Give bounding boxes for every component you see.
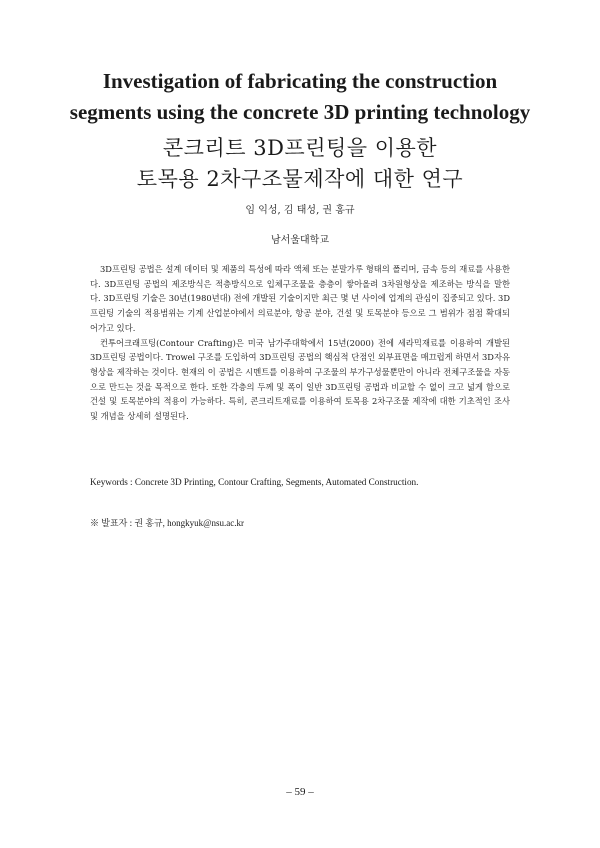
keywords-text: Concrete 3D Printing, Contour Crafting, Segments, Automated Construction.	[134, 477, 419, 487]
english-title	[40, 66, 560, 128]
affiliation: 남서울대학교	[271, 235, 329, 246]
korean-title-line-2: 토목용 2차구조물제작에 대한 연구	[136, 167, 464, 191]
korean-title-line-1: 콘크리트 3D프린팅을 이용한	[162, 136, 438, 160]
abstract-paragraph-1: 3D프린팅 공법은 설계 데이터 및 제품의 특성에 따라 액체 또는 분말가루 형태의 폴리머, 금속 등의 재료를 사용한다. 3D프린팅 공법의 제조방식은 적층방식으로 입체구조물을 층층이 쌓아올려 3차원형상을 제조하는 방식을 말한다. 3D프린팅 기술은 30년(1980년대) 전에 개발된 기술이지만 최근 몇 년 사이에 업계의 관심이 집중되고 있다. 3D프린팅 기술의 적용범위는 기계 산업분야에서 의료분야, 항공 분야, 건설 및 토목분야 등으로 그 범위가 점점 확대되어가고 있다.	[90, 264, 510, 333]
page-number: – 59 –	[286, 786, 314, 798]
presenter-note: ※ 발표자 : 권 홍규, hongkyuk@nsu.ac.kr	[90, 518, 244, 528]
abstract	[90, 262, 510, 424]
keywords	[90, 476, 520, 488]
keywords-label: Keywords :	[90, 477, 133, 487]
authors: 임 익성, 김 태성, 권 홍규	[245, 205, 355, 216]
english-title-line-1: Investigation of fabricating the construction	[102, 69, 498, 93]
abstract-paragraph-2: 컨투어크래프팅(Contour Crafting)은 미국 남가주대학에서 15년(2000) 전에 세라믹재료를 이용하여 개발된 3D프린팅 공법이다. Trowel 구조를 도입하여 3D프린팅 공법의 핵심적 단점인 외부표면을 매끄럽게 하면서 3D자유형상을 제작하는 것이다. 현재의 이 공법은 시멘트를 이용하여 구조물의 부가구성물뿐만이 아니라 전체구조물을 자동으로 만드는 것을 목적으로 한다. 또한 각층의 두께 및 폭이 일반 3D프린팅 공법과 비교할 수 없이 크고 넓게 함으로 건설 및 토목분야의 적용이 가능하다. 특히, 콘크리트재료를 이용하여 토목용 2차구조물 제작에 대한 기초적인 조사 및 개념을 상세히 설명된다.	[90, 337, 510, 422]
english-title-line-2: segments using the concrete 3D printing technology	[69, 100, 531, 124]
korean-title	[40, 133, 560, 195]
